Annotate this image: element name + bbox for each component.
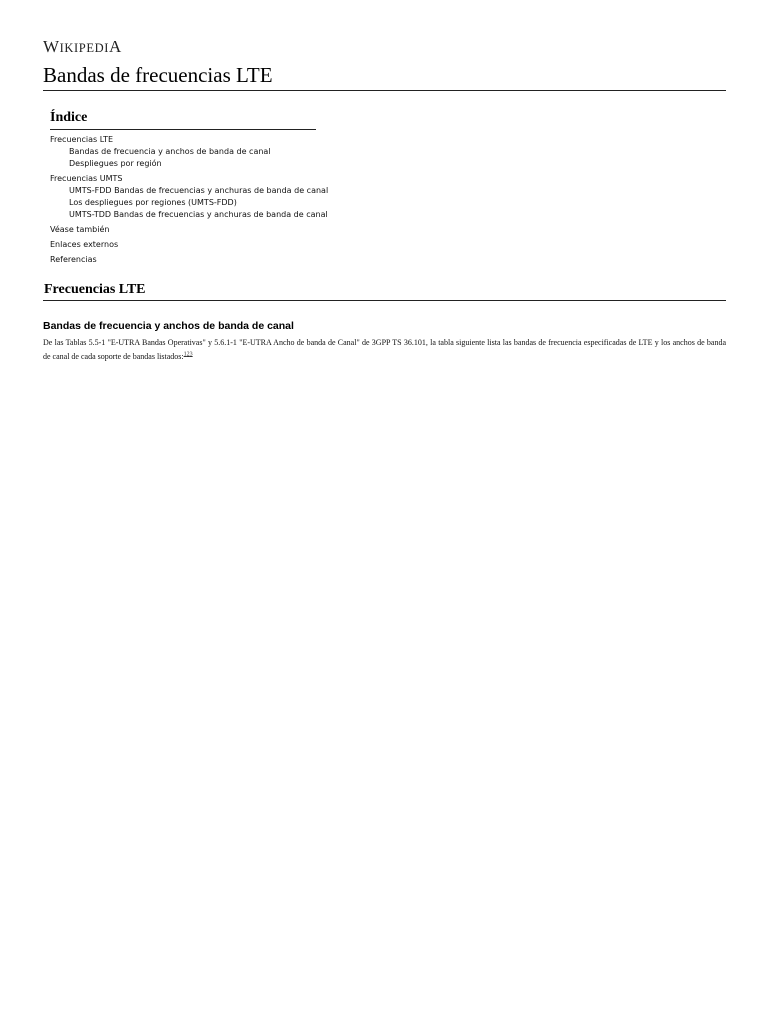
section-paragraph xyxy=(43,336,726,364)
title-divider xyxy=(43,90,726,91)
section-divider xyxy=(43,300,726,301)
page-title: Bandas de frecuencias LTE xyxy=(43,63,273,87)
reference-link-2[interactable]: 2 xyxy=(186,351,190,358)
toc-item-bandas-frecuencia-anchos[interactable]: Bandas de frecuencia y anchos de banda de canal xyxy=(69,147,271,156)
toc-item-umts-fdd-bandas[interactable]: UMTS-FDD Bandas de frecuencias y anchuras de banda de canal xyxy=(69,186,329,195)
toc-item-enlaces-externos[interactable]: Enlaces externos xyxy=(50,240,119,249)
wordmark-first-letter: W xyxy=(43,37,60,56)
toc-heading: Índice xyxy=(50,109,316,130)
wordmark-middle: IKIPEDI xyxy=(59,41,109,55)
toc-item-despliegues-regiones-umts-fdd[interactable]: Los despliegues por regiones (UMTS-FDD) xyxy=(69,198,237,207)
toc-item-referencias[interactable]: Referencias xyxy=(50,255,97,264)
wikipedia-wordmark[interactable] xyxy=(43,37,122,57)
reference-link-1[interactable]: 1 xyxy=(183,351,187,358)
toc-item-frecuencias-umts[interactable]: Frecuencias UMTS xyxy=(50,174,123,183)
section-heading: Frecuencias LTE xyxy=(44,282,146,297)
wordmark-last-letter: A xyxy=(109,37,122,56)
toc-item-vease-tambien[interactable]: Véase también xyxy=(50,225,110,234)
subsection-heading: Bandas de frecuencia y anchos de banda de canal xyxy=(43,320,294,332)
toc-list xyxy=(50,134,329,266)
toc-item-umts-tdd-bandas[interactable]: UMTS-TDD Bandas de frecuencias y anchuras de banda de canal xyxy=(69,210,328,219)
reference-links xyxy=(184,351,193,357)
toc-item-despliegues-region[interactable]: Despliegues por región xyxy=(69,159,162,168)
reference-link-3[interactable]: 3 xyxy=(189,351,193,358)
toc-item-frecuencias-lte[interactable]: Frecuencias LTE xyxy=(50,135,114,144)
paragraph-text: De las Tablas 5.5-1 "E-UTRA Bandas Operativas" y 5.6.1-1 "E-UTRA Ancho de banda de Canal" de 3GPP TS 36.101, la tabla siguiente lista las bandas de frecuencia especificadas de LTE y los anchos de banda de canal de cada soporte de bandas listados: xyxy=(43,338,726,361)
table-of-contents xyxy=(50,109,329,266)
